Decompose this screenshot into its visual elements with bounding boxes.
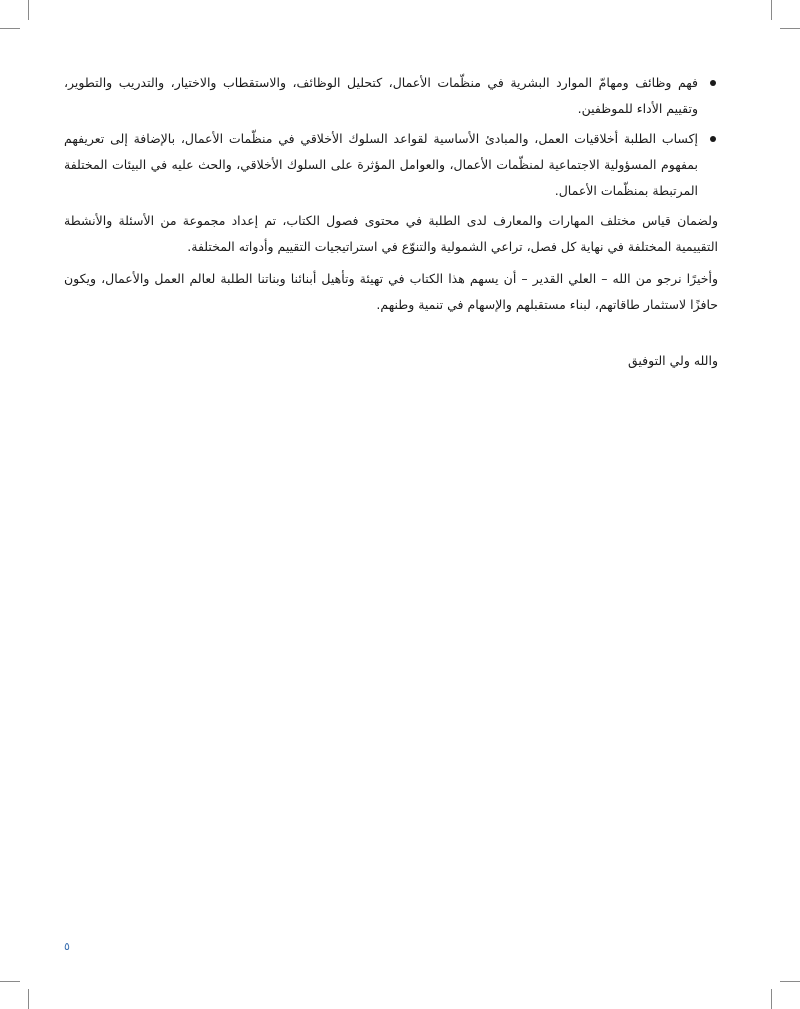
assessment-paragraph: ولضمان قياس مختلف المهارات والمعارف لدى الطلبة في محتوى فصول الكتاب، تم إعداد مجموعة من الأسئلة والأنشطة التقييمية المختلفة في نهاية كل فصل، تراعي الشمولية والتنوّع في استراتيجيات التقييم وأدواته المختلفة.: [64, 213, 718, 254]
list-item: فهم وظائف ومهامّ الموارد البشرية في منظّمات الأعمال، كتحليل الوظائف، والاستقطاب والاختيار، والتدريب والتطوير، وتقييم الأداء للموظفين.: [64, 70, 718, 122]
crop-mark: [780, 981, 800, 982]
crop-mark: [0, 28, 20, 29]
page-body: [64, 70, 718, 374]
crop-mark: [28, 0, 29, 20]
list-item: إكساب الطلبة أخلاقيات العمل، والمبادئ الأساسية لقواعد السلوك الأخلاقي في منظّمات الأعمال، بالإضافة إلى تعريفهم بمفهوم المسؤولية الاجتماعية لمنظّمات الأعمال، والعوامل المؤثرة على السلوك الأخلاقي، والحث عليه في البيئات المختلفة المرتبطة بمنظّمات الأعمال.: [64, 126, 718, 204]
crop-mark: [28, 989, 29, 1009]
crop-mark: [780, 28, 800, 29]
closing-phrase: والله ولي التوفيق: [627, 353, 718, 368]
crop-mark: [771, 0, 772, 20]
crop-mark: [0, 981, 20, 982]
page-number: ٥: [64, 940, 70, 953]
objectives-list: [64, 70, 718, 204]
closing-wish-paragraph: وأخيرًا نرجو من الله – العلي القدير – أن يسهم هذا الكتاب في تهيئة وتأهيل أبنائنا وبناتنا الطلبة لعالم العمل والأعمال، ويكون حافزًا لاستثمار طاقاتهم، لبناء مستقبلهم والإسهام في تنمية وطنهم.: [64, 271, 718, 312]
crop-mark: [771, 989, 772, 1009]
